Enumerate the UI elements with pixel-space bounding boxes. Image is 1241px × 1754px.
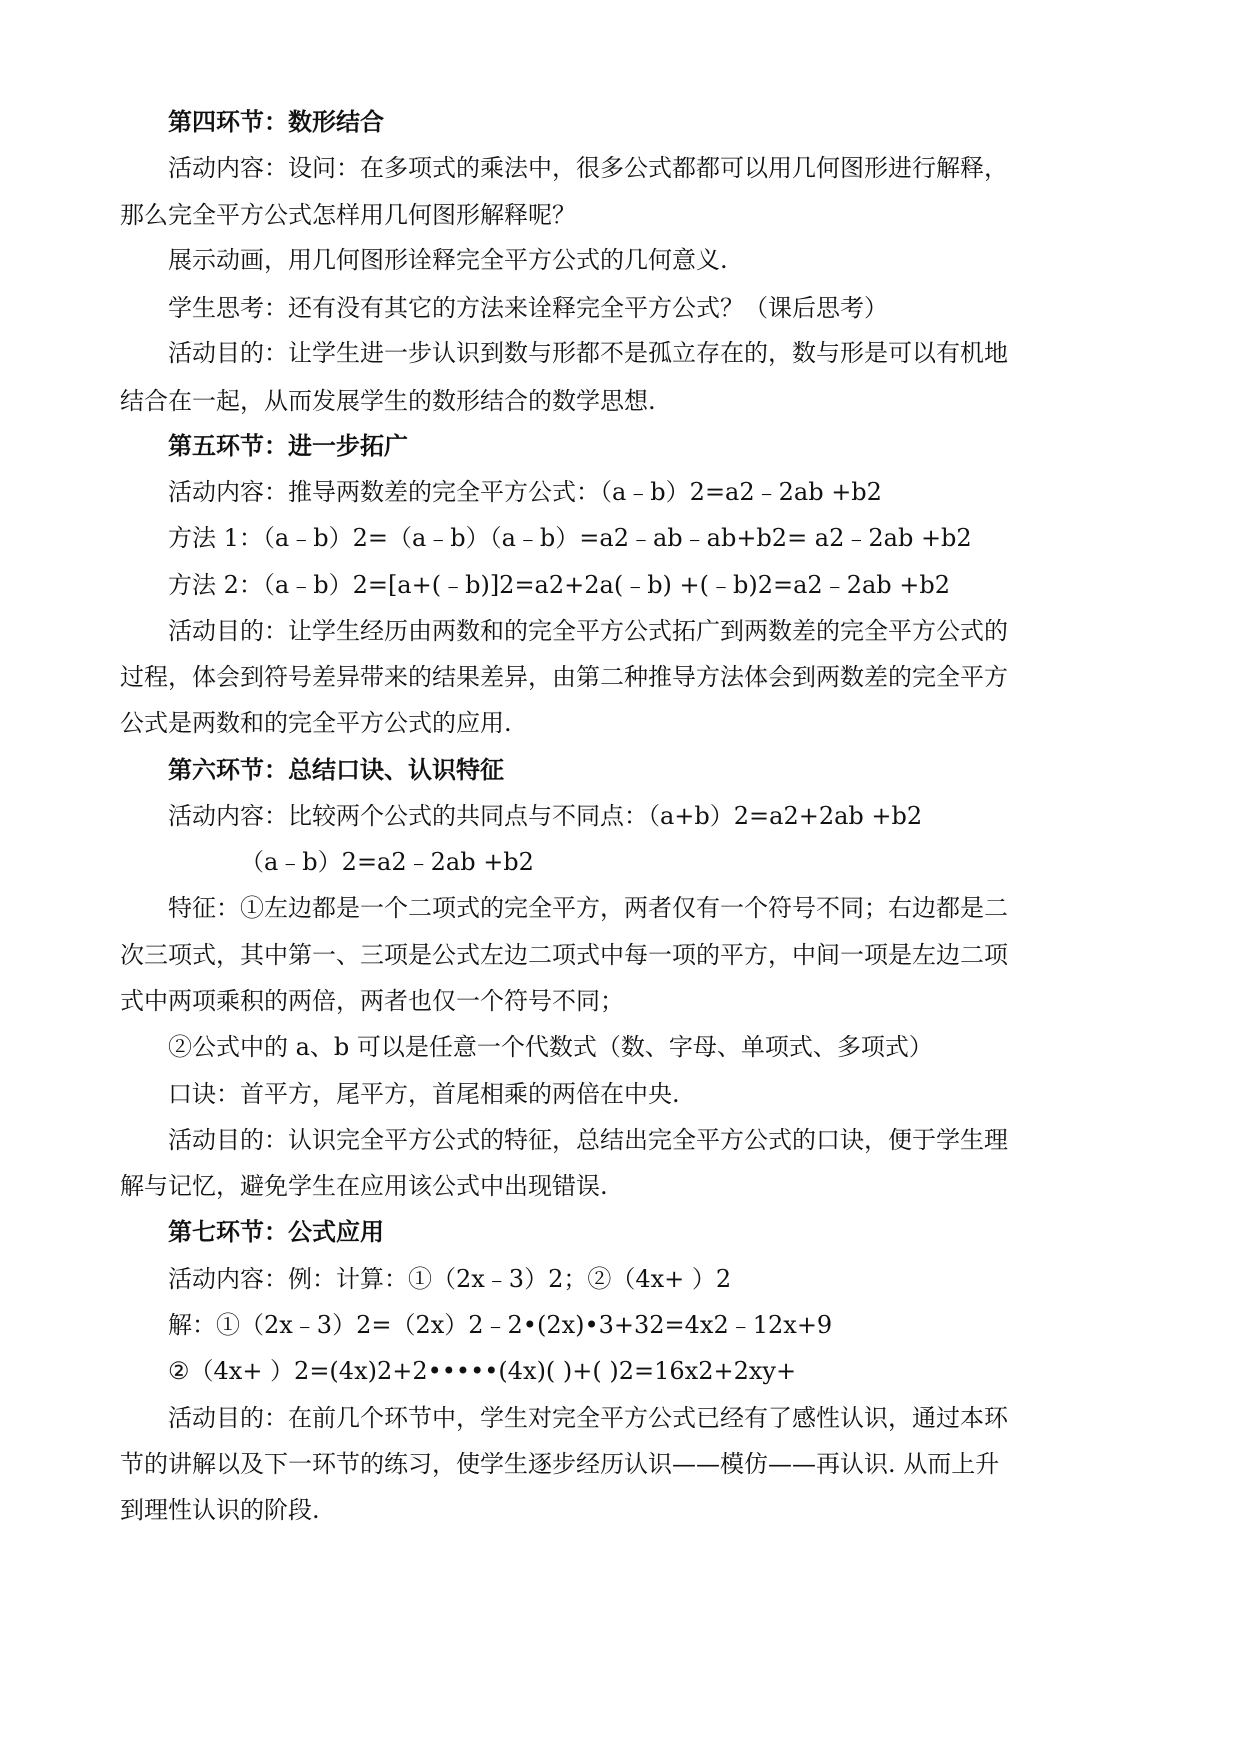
paragraph-line: 结合在一起，从而发展学生的数形结合的数学思想. — [120, 387, 656, 415]
paragraph-line: 公式是两数和的完全平方公式的应用. — [120, 709, 512, 737]
paragraph-line: 次三项式，其中第一、三项是公式左边二项式中每一项的平方，中间一项是左边二项 — [120, 941, 1008, 969]
formula-line: （a﹣b）2=a2﹣2ab +b2 — [240, 848, 534, 876]
paragraph-line: 式中两项乘积的两倍，两者也仅一个符号不同； — [120, 987, 624, 1015]
paragraph-line: 活动目的：认识完全平方公式的特征，总结出完全平方公式的口诀，便于学生理 — [168, 1126, 1008, 1154]
paragraph-line: 解与记忆，避免学生在应用该公式中出现错误. — [120, 1172, 608, 1200]
paragraph-line: 活动内容：例：计算：①（2x﹣3）2；②（4x+ ）2 — [168, 1265, 732, 1293]
formula-line: 解：①（2x﹣3）2=（2x）2﹣2•(2x)•3+32=4x2﹣12x+9 — [168, 1311, 833, 1339]
section-heading: 第七环节：公式应用 — [168, 1217, 384, 1246]
paragraph-line: 学生思考：还有没有其它的方法来诠释完全平方公式？（课后思考） — [168, 294, 888, 322]
paragraph-line: 活动目的：让学生进一步认识到数与形都不是孤立存在的，数与形是可以有机地 — [168, 339, 1008, 367]
paragraph-line: 活动内容：推导两数差的完全平方公式：（a﹣b）2=a2﹣2ab +b2 — [168, 478, 882, 506]
paragraph-line: 那么完全平方公式怎样用几何图形解释呢？ — [120, 201, 576, 229]
formula-line: ②（4x+ ）2=(4x)2+2•••••(4x)( )+( )2=16x2+2xy+ — [168, 1357, 797, 1385]
paragraph-line: 活动内容：比较两个公式的共同点与不同点：（a+b）2=a2+2ab +b2 — [168, 802, 923, 830]
section-heading: 第六环节：总结口诀、认识特征 — [168, 755, 504, 784]
section-heading: 第四环节：数形结合 — [168, 107, 384, 136]
paragraph-line: 到理性认识的阶段. — [120, 1496, 320, 1524]
paragraph-line: 活动目的：在前几个环节中，学生对完全平方公式已经有了感性认识，通过本环 — [168, 1404, 1008, 1432]
paragraph-line: 活动内容：设问：在多项式的乘法中，很多公式都都可以用几何图形进行解释， — [168, 154, 1008, 182]
formula-line: 方法 2：（a﹣b）2=[a+(﹣b)]2=a2+2a(﹣b) +(﹣b)2=a2﹣2ab +b2 — [168, 571, 951, 599]
paragraph-line: 特征：①左边都是一个二项式的完全平方，两者仅有一个符号不同；右边都是二 — [168, 894, 1008, 922]
paragraph-line: 过程，体会到符号差异带来的结果差异，由第二种推导方法体会到两数差的完全平方 — [120, 663, 1008, 691]
paragraph-line: 节的讲解以及下一环节的练习，使学生逐步经历认识——模仿——再认识. 从而上升 — [120, 1450, 1000, 1478]
paragraph-line: 口诀：首平方，尾平方，首尾相乘的两倍在中央. — [168, 1080, 680, 1108]
paragraph-line: 展示动画，用几何图形诠释完全平方公式的几何意义. — [168, 246, 728, 274]
formula-line: 方法 1：（a﹣b）2=（a﹣b）（a﹣b）=a2﹣ab﹣ab+b2= a2﹣2ab +b2 — [168, 524, 972, 552]
paragraph-line: 活动目的：让学生经历由两数和的完全平方公式拓广到两数差的完全平方公式的 — [168, 617, 1008, 645]
paragraph-line: ②公式中的 a、b 可以是任意一个代数式（数、字母、单项式、多项式） — [168, 1033, 933, 1061]
section-heading: 第五环节：进一步拓广 — [168, 431, 408, 460]
